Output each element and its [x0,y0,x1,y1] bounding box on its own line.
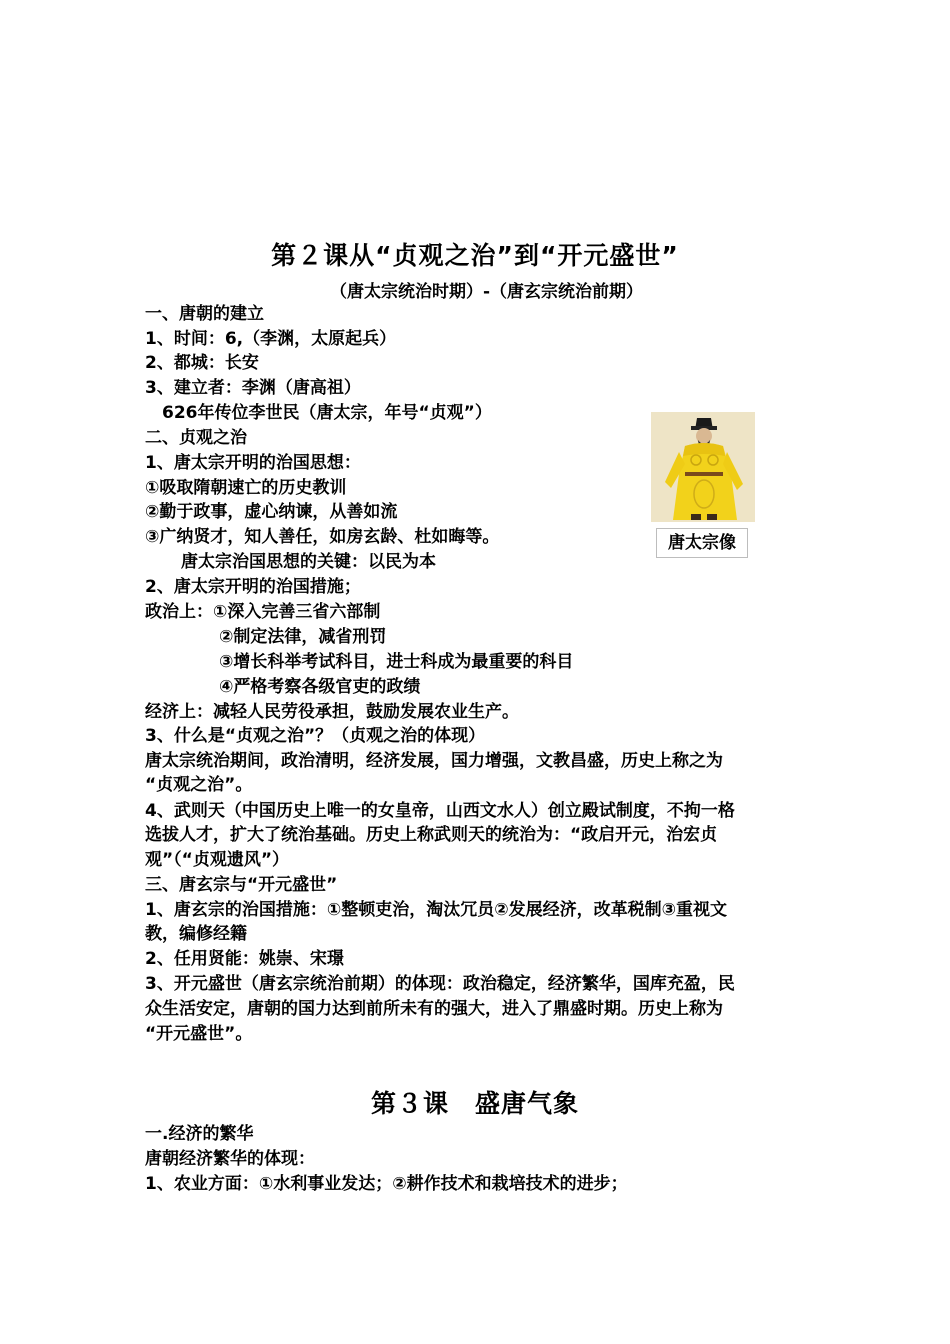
text-line: 观”（“贞观遗风”） [145,850,290,870]
text-line: 2、都城：长安 [145,353,259,373]
section-heading: 一.经济的繁华 [145,1124,254,1144]
text-line: 2、唐太宗开明的治国措施； [145,577,361,597]
text-line: 626年传位李世民（唐太宗，年号“贞观”） [162,403,492,423]
lesson-2-subtitle: （唐太宗统治时期）-（唐玄宗统治前期） [330,282,644,302]
text-line: “开元盛世”。 [145,1024,253,1044]
text-line: 3、建立者：李渊（唐高祖） [145,378,361,398]
text-line: 4、武则天（中国历史上唯一的女皇帝，山西文水人）创立殿试制度，不拘一格 [145,801,735,821]
text-line: 众生活安定，唐朝的国力达到前所未有的强大，进入了鼎盛时期。历史上称为 [145,999,723,1019]
text-line: 3、什么是“贞观之治”？（贞观之治的体现） [145,726,486,746]
text-line: ④严格考察各级官吏的政绩 [219,677,421,697]
text-line: ①吸取隋朝速亡的历史教训 [145,478,347,498]
text-line: 1、农业方面：①水利事业发达；②耕作技术和栽培技术的进步； [145,1174,628,1194]
text-line: 唐太宗统治期间，政治清明，经济发展，国力增强，文教昌盛，历史上称之为 [145,751,723,771]
text-line: 1、时间：6,（李渊，太原起兵） [145,329,397,349]
section-heading: 二、贞观之治 [145,428,247,448]
text-line: 2、任用贤能：姚崇、宋璟 [145,949,344,969]
section-heading: 三、唐玄宗与“开元盛世” [145,875,338,895]
lesson-3-title: 第３课 盛唐气象 [370,1089,579,1118]
text-line: 3、开元盛世（唐玄宗统治前期）的体现：政治稳定，经济繁华，国库充盈，民 [145,974,735,994]
text-line: ③广纳贤才，知人善任，如房玄龄、杜如晦等。 [145,527,500,547]
text-line: 1、唐太宗开明的治国思想： [145,453,361,473]
text-line: ②制定法律，减省刑罚 [219,627,387,647]
text-line: ③增长科举考试科目，进士科成为最重要的科目 [219,652,574,672]
text-line: ②勤于政事，虚心纳谏，从善如流 [145,502,398,522]
text-line: 教，编修经籍 [145,924,247,944]
text-line: “贞观之治”。 [145,775,253,795]
text-line: 选拔人才，扩大了统治基础。历史上称武则天的统治为：“政启开元，治宏贞 [145,825,718,845]
text-line: 唐太宗治国思想的关键：以民为本 [181,552,436,572]
emperor-taizong-portrait [651,412,755,522]
text-line: 唐朝经济繁华的体现： [145,1149,315,1169]
text-line: 1、唐玄宗的治国措施：①整顿吏治，淘汰冗员②发展经济，改革税制③重视文 [145,900,728,920]
portrait-caption: 唐太宗像 [656,528,748,558]
text-line: 经济上：减轻人民劳役承担，鼓励发展农业生产。 [145,702,519,722]
section-heading: 一、唐朝的建立 [145,304,264,324]
text-line: 政治上：①深入完善三省六部制 [145,602,381,622]
lesson-2-title: 第２课从“贞观之治”到“开元盛世” [271,241,679,270]
